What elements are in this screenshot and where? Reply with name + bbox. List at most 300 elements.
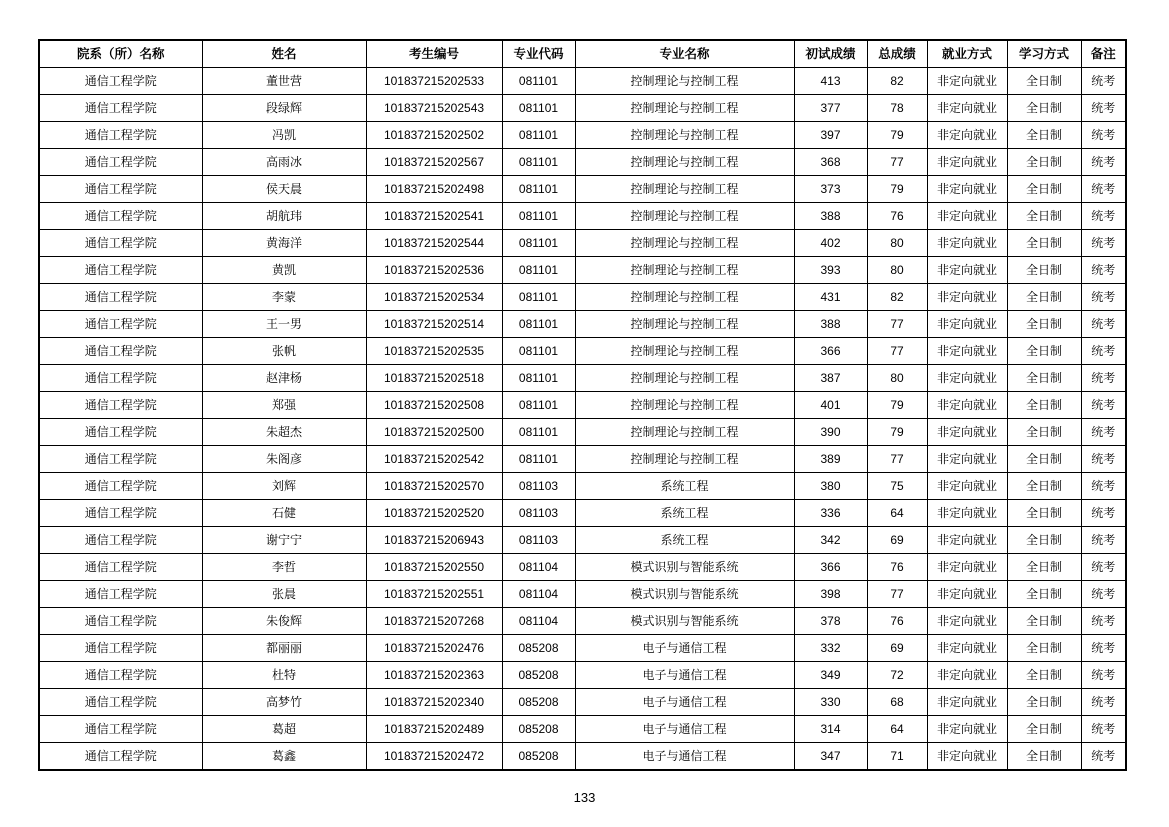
major-name-cell: 控制理论与控制工程 [575,95,794,122]
initial-score-cell: 366 [794,338,867,365]
name-cell: 郑强 [202,392,366,419]
study-mode-cell: 全日制 [1007,284,1081,311]
major-name-cell: 控制理论与控制工程 [575,149,794,176]
major-name-cell: 系统工程 [575,500,794,527]
major-code-cell: 081103 [502,527,575,554]
department-cell: 通信工程学院 [39,527,202,554]
initial-score-cell: 332 [794,635,867,662]
employment-type-cell: 非定向就业 [927,230,1007,257]
page-number: 133 [573,790,596,805]
study-mode-cell: 全日制 [1007,554,1081,581]
initial-score-cell: 380 [794,473,867,500]
table-row [39,581,1126,608]
remarks-cell: 统考 [1081,743,1126,771]
name-cell: 朱超杰 [202,419,366,446]
total-score-cell: 72 [867,662,927,689]
candidate-id-cell: 101837215202502 [366,122,502,149]
study-mode-cell: 全日制 [1007,527,1081,554]
major-name-cell: 控制理论与控制工程 [575,176,794,203]
employment-type-cell: 非定向就业 [927,149,1007,176]
employment-type-cell: 非定向就业 [927,662,1007,689]
name-cell: 冯凯 [202,122,366,149]
remarks-cell: 统考 [1081,527,1126,554]
major-code-cell: 081104 [502,608,575,635]
major-name-cell: 控制理论与控制工程 [575,392,794,419]
remarks-cell: 统考 [1081,608,1126,635]
total-score-cell: 80 [867,257,927,284]
major-name-cell: 控制理论与控制工程 [575,122,794,149]
department-cell: 通信工程学院 [39,419,202,446]
total-score-cell: 76 [867,554,927,581]
name-cell: 段绿辉 [202,95,366,122]
candidate-id-cell: 101837215202544 [366,230,502,257]
initial-score-cell: 389 [794,446,867,473]
name-cell: 高雨冰 [202,149,366,176]
department-cell: 通信工程学院 [39,176,202,203]
major-code-cell: 081104 [502,554,575,581]
total-score-cell: 69 [867,527,927,554]
department-cell: 通信工程学院 [39,230,202,257]
candidate-id-cell: 101837215202518 [366,365,502,392]
study-mode-cell: 全日制 [1007,446,1081,473]
major-name-cell: 电子与通信工程 [575,635,794,662]
total-score-cell: 78 [867,95,927,122]
employment-type-cell: 非定向就业 [927,311,1007,338]
initial-score-cell: 378 [794,608,867,635]
candidate-id-cell: 101837215202541 [366,203,502,230]
name-cell: 石健 [202,500,366,527]
header-remarks: 备注 [1081,40,1126,68]
total-score-cell: 77 [867,311,927,338]
candidate-id-cell: 101837215202520 [366,500,502,527]
total-score-cell: 82 [867,284,927,311]
table-row [39,257,1126,284]
major-name-cell: 系统工程 [575,527,794,554]
candidate-id-cell: 101837215202472 [366,743,502,771]
table-row [39,203,1126,230]
employment-type-cell: 非定向就业 [927,689,1007,716]
study-mode-cell: 全日制 [1007,608,1081,635]
study-mode-cell: 全日制 [1007,230,1081,257]
department-cell: 通信工程学院 [39,203,202,230]
employment-type-cell: 非定向就业 [927,716,1007,743]
candidate-id-cell: 101837215207268 [366,608,502,635]
department-cell: 通信工程学院 [39,554,202,581]
initial-score-cell: 387 [794,365,867,392]
employment-type-cell: 非定向就业 [927,365,1007,392]
initial-score-cell: 342 [794,527,867,554]
total-score-cell: 76 [867,203,927,230]
name-cell: 葛超 [202,716,366,743]
study-mode-cell: 全日制 [1007,122,1081,149]
department-cell: 通信工程学院 [39,122,202,149]
major-name-cell: 模式识别与智能系统 [575,554,794,581]
remarks-cell: 统考 [1081,311,1126,338]
remarks-cell: 统考 [1081,446,1126,473]
candidate-id-cell: 101837215202489 [366,716,502,743]
major-name-cell: 控制理论与控制工程 [575,419,794,446]
total-score-cell: 80 [867,365,927,392]
header-candidate-id: 考生编号 [366,40,502,68]
study-mode-cell: 全日制 [1007,716,1081,743]
study-mode-cell: 全日制 [1007,365,1081,392]
total-score-cell: 79 [867,176,927,203]
remarks-cell: 统考 [1081,554,1126,581]
candidate-id-cell: 101837215202535 [366,338,502,365]
table-row [39,743,1126,771]
name-cell: 黄凯 [202,257,366,284]
table-row [39,284,1126,311]
major-name-cell: 模式识别与智能系统 [575,581,794,608]
major-code-cell: 081103 [502,473,575,500]
study-mode-cell: 全日制 [1007,203,1081,230]
initial-score-cell: 397 [794,122,867,149]
candidate-id-cell: 101837215202567 [366,149,502,176]
major-code-cell: 081101 [502,392,575,419]
study-mode-cell: 全日制 [1007,257,1081,284]
remarks-cell: 统考 [1081,500,1126,527]
major-code-cell: 081103 [502,500,575,527]
department-cell: 通信工程学院 [39,662,202,689]
employment-type-cell: 非定向就业 [927,284,1007,311]
employment-type-cell: 非定向就业 [927,446,1007,473]
candidate-id-cell: 101837215202536 [366,257,502,284]
major-code-cell: 085208 [502,662,575,689]
candidate-id-cell: 101837215202514 [366,311,502,338]
table-row [39,446,1126,473]
initial-score-cell: 377 [794,95,867,122]
study-mode-cell: 全日制 [1007,500,1081,527]
total-score-cell: 82 [867,68,927,95]
table-row [39,176,1126,203]
major-name-cell: 电子与通信工程 [575,689,794,716]
major-name-cell: 电子与通信工程 [575,662,794,689]
major-code-cell: 081101 [502,338,575,365]
major-code-cell: 081101 [502,230,575,257]
remarks-cell: 统考 [1081,392,1126,419]
study-mode-cell: 全日制 [1007,176,1081,203]
employment-type-cell: 非定向就业 [927,554,1007,581]
remarks-cell: 统考 [1081,635,1126,662]
study-mode-cell: 全日制 [1007,392,1081,419]
name-cell: 胡航玮 [202,203,366,230]
name-cell: 王一男 [202,311,366,338]
department-cell: 通信工程学院 [39,365,202,392]
major-name-cell: 控制理论与控制工程 [575,338,794,365]
candidate-id-cell: 101837215202551 [366,581,502,608]
initial-score-cell: 373 [794,176,867,203]
total-score-cell: 76 [867,608,927,635]
major-code-cell: 081101 [502,95,575,122]
employment-type-cell: 非定向就业 [927,68,1007,95]
total-score-cell: 64 [867,716,927,743]
remarks-cell: 统考 [1081,257,1126,284]
major-name-cell: 控制理论与控制工程 [575,257,794,284]
remarks-cell: 统考 [1081,419,1126,446]
remarks-cell: 统考 [1081,176,1126,203]
remarks-cell: 统考 [1081,581,1126,608]
employment-type-cell: 非定向就业 [927,338,1007,365]
department-cell: 通信工程学院 [39,689,202,716]
header-employment-type: 就业方式 [927,40,1007,68]
department-cell: 通信工程学院 [39,311,202,338]
header-total-score: 总成绩 [867,40,927,68]
employment-type-cell: 非定向就业 [927,176,1007,203]
remarks-cell: 统考 [1081,68,1126,95]
major-name-cell: 控制理论与控制工程 [575,365,794,392]
major-name-cell: 控制理论与控制工程 [575,311,794,338]
department-cell: 通信工程学院 [39,68,202,95]
major-name-cell: 系统工程 [575,473,794,500]
study-mode-cell: 全日制 [1007,689,1081,716]
name-cell: 高梦竹 [202,689,366,716]
employment-type-cell: 非定向就业 [927,392,1007,419]
remarks-cell: 统考 [1081,203,1126,230]
header-study-mode: 学习方式 [1007,40,1081,68]
admission-table [38,39,1127,771]
major-code-cell: 085208 [502,743,575,771]
major-code-cell: 081101 [502,446,575,473]
major-name-cell: 控制理论与控制工程 [575,68,794,95]
name-cell: 侯天晨 [202,176,366,203]
table-row [39,419,1126,446]
remarks-cell: 统考 [1081,662,1126,689]
initial-score-cell: 388 [794,203,867,230]
department-cell: 通信工程学院 [39,473,202,500]
remarks-cell: 统考 [1081,230,1126,257]
table-row [39,122,1126,149]
major-code-cell: 081104 [502,581,575,608]
remarks-cell: 统考 [1081,284,1126,311]
study-mode-cell: 全日制 [1007,419,1081,446]
candidate-id-cell: 101837215202363 [366,662,502,689]
major-code-cell: 081101 [502,176,575,203]
initial-score-cell: 336 [794,500,867,527]
remarks-cell: 统考 [1081,473,1126,500]
department-cell: 通信工程学院 [39,284,202,311]
table-row [39,716,1126,743]
header-department: 院系（所）名称 [39,40,202,68]
table-row [39,392,1126,419]
major-name-cell: 控制理论与控制工程 [575,446,794,473]
candidate-id-cell: 101837215206943 [366,527,502,554]
candidate-id-cell: 101837215202543 [366,95,502,122]
initial-score-cell: 347 [794,743,867,771]
table-row [39,635,1126,662]
candidate-id-cell: 101837215202476 [366,635,502,662]
name-cell: 赵津杨 [202,365,366,392]
department-cell: 通信工程学院 [39,743,202,771]
name-cell: 黄海洋 [202,230,366,257]
study-mode-cell: 全日制 [1007,581,1081,608]
employment-type-cell: 非定向就业 [927,635,1007,662]
major-name-cell: 控制理论与控制工程 [575,284,794,311]
name-cell: 董世营 [202,68,366,95]
study-mode-cell: 全日制 [1007,338,1081,365]
table-row [39,149,1126,176]
total-score-cell: 79 [867,419,927,446]
major-name-cell: 模式识别与智能系统 [575,608,794,635]
study-mode-cell: 全日制 [1007,95,1081,122]
employment-type-cell: 非定向就业 [927,500,1007,527]
header-initial-score: 初试成绩 [794,40,867,68]
employment-type-cell: 非定向就业 [927,419,1007,446]
department-cell: 通信工程学院 [39,149,202,176]
employment-type-cell: 非定向就业 [927,95,1007,122]
remarks-cell: 统考 [1081,95,1126,122]
candidate-id-cell: 101837215202542 [366,446,502,473]
total-score-cell: 80 [867,230,927,257]
candidate-id-cell: 101837215202533 [366,68,502,95]
total-score-cell: 77 [867,581,927,608]
total-score-cell: 68 [867,689,927,716]
name-cell: 朱阁彦 [202,446,366,473]
initial-score-cell: 402 [794,230,867,257]
table-row [39,68,1126,95]
total-score-cell: 75 [867,473,927,500]
employment-type-cell: 非定向就业 [927,257,1007,284]
table-row [39,554,1126,581]
major-name-cell: 电子与通信工程 [575,743,794,771]
major-name-cell: 电子与通信工程 [575,716,794,743]
major-code-cell: 081101 [502,365,575,392]
table-row [39,500,1126,527]
total-score-cell: 71 [867,743,927,771]
table-row [39,230,1126,257]
major-code-cell: 081101 [502,149,575,176]
study-mode-cell: 全日制 [1007,662,1081,689]
employment-type-cell: 非定向就业 [927,743,1007,771]
table-row [39,689,1126,716]
employment-type-cell: 非定向就业 [927,527,1007,554]
table-row [39,338,1126,365]
initial-score-cell: 393 [794,257,867,284]
remarks-cell: 统考 [1081,122,1126,149]
department-cell: 通信工程学院 [39,392,202,419]
employment-type-cell: 非定向就业 [927,122,1007,149]
table-header-row [39,40,1126,68]
department-cell: 通信工程学院 [39,608,202,635]
name-cell: 李哲 [202,554,366,581]
major-code-cell: 081101 [502,122,575,149]
table-row [39,311,1126,338]
initial-score-cell: 314 [794,716,867,743]
name-cell: 朱俊辉 [202,608,366,635]
table-row [39,95,1126,122]
department-cell: 通信工程学院 [39,338,202,365]
department-cell: 通信工程学院 [39,581,202,608]
employment-type-cell: 非定向就业 [927,203,1007,230]
total-score-cell: 77 [867,446,927,473]
total-score-cell: 77 [867,149,927,176]
remarks-cell: 统考 [1081,689,1126,716]
department-cell: 通信工程学院 [39,500,202,527]
table-body [39,68,1126,771]
name-cell: 杜特 [202,662,366,689]
candidate-id-cell: 101837215202508 [366,392,502,419]
candidate-id-cell: 101837215202570 [366,473,502,500]
major-name-cell: 控制理论与控制工程 [575,230,794,257]
employment-type-cell: 非定向就业 [927,581,1007,608]
candidate-id-cell: 101837215202340 [366,689,502,716]
study-mode-cell: 全日制 [1007,743,1081,771]
initial-score-cell: 401 [794,392,867,419]
initial-score-cell: 349 [794,662,867,689]
table-row [39,365,1126,392]
initial-score-cell: 413 [794,68,867,95]
table-row [39,473,1126,500]
name-cell: 葛鑫 [202,743,366,771]
department-cell: 通信工程学院 [39,95,202,122]
major-name-cell: 控制理论与控制工程 [575,203,794,230]
table-row [39,527,1126,554]
employment-type-cell: 非定向就业 [927,608,1007,635]
major-code-cell: 085208 [502,635,575,662]
total-score-cell: 79 [867,122,927,149]
header-major-code: 专业代码 [502,40,575,68]
table-row [39,662,1126,689]
department-cell: 通信工程学院 [39,257,202,284]
remarks-cell: 统考 [1081,365,1126,392]
major-code-cell: 081101 [502,257,575,284]
remarks-cell: 统考 [1081,338,1126,365]
name-cell: 李蒙 [202,284,366,311]
initial-score-cell: 366 [794,554,867,581]
name-cell: 谢宁宁 [202,527,366,554]
study-mode-cell: 全日制 [1007,635,1081,662]
name-cell: 张晨 [202,581,366,608]
candidate-id-cell: 101837215202550 [366,554,502,581]
major-code-cell: 081101 [502,68,575,95]
total-score-cell: 77 [867,338,927,365]
initial-score-cell: 398 [794,581,867,608]
remarks-cell: 统考 [1081,149,1126,176]
header-major-name: 专业名称 [575,40,794,68]
total-score-cell: 69 [867,635,927,662]
initial-score-cell: 368 [794,149,867,176]
major-code-cell: 085208 [502,689,575,716]
name-cell: 都丽丽 [202,635,366,662]
major-code-cell: 081101 [502,284,575,311]
major-code-cell: 081101 [502,311,575,338]
employment-type-cell: 非定向就业 [927,473,1007,500]
study-mode-cell: 全日制 [1007,473,1081,500]
department-cell: 通信工程学院 [39,446,202,473]
name-cell: 张帆 [202,338,366,365]
initial-score-cell: 390 [794,419,867,446]
major-code-cell: 081101 [502,419,575,446]
table-row [39,608,1126,635]
major-code-cell: 081101 [502,203,575,230]
total-score-cell: 79 [867,392,927,419]
study-mode-cell: 全日制 [1007,149,1081,176]
initial-score-cell: 330 [794,689,867,716]
initial-score-cell: 388 [794,311,867,338]
name-cell: 刘辉 [202,473,366,500]
header-name: 姓名 [202,40,366,68]
initial-score-cell: 431 [794,284,867,311]
candidate-id-cell: 101837215202500 [366,419,502,446]
study-mode-cell: 全日制 [1007,311,1081,338]
total-score-cell: 64 [867,500,927,527]
candidate-id-cell: 101837215202498 [366,176,502,203]
department-cell: 通信工程学院 [39,635,202,662]
study-mode-cell: 全日制 [1007,68,1081,95]
remarks-cell: 统考 [1081,716,1126,743]
department-cell: 通信工程学院 [39,716,202,743]
major-code-cell: 085208 [502,716,575,743]
candidate-id-cell: 101837215202534 [366,284,502,311]
